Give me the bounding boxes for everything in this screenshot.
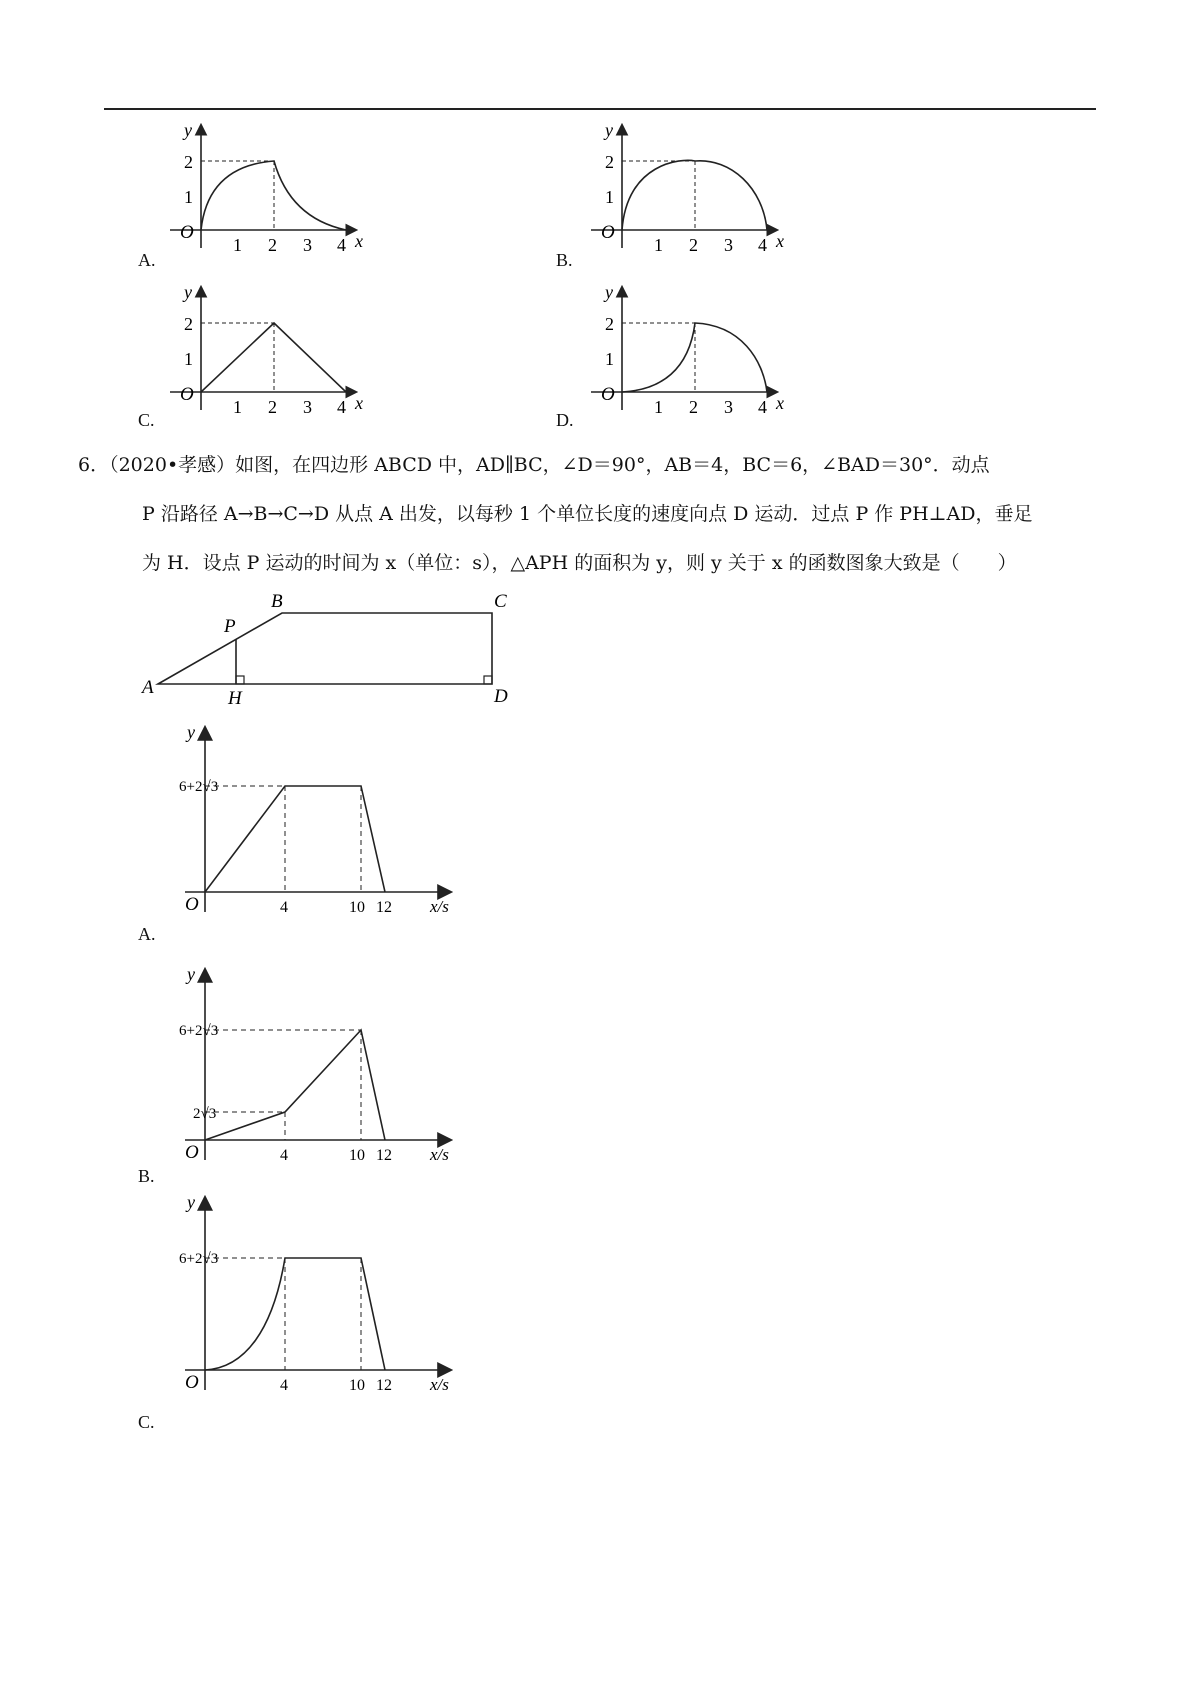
point-c-label: C xyxy=(494,591,507,612)
y-tick-1: 1 xyxy=(605,187,614,207)
x-tick-4: 4 xyxy=(337,235,346,255)
prev-graph-d xyxy=(591,280,801,422)
origin-label: O xyxy=(185,1372,199,1393)
x-tick-3: 3 xyxy=(724,235,733,255)
point-p-label: P xyxy=(224,616,236,637)
quadrilateral-figure xyxy=(140,590,520,710)
y-tick-mid: 2√3 xyxy=(193,1106,217,1122)
y-axis-label: y xyxy=(187,722,195,742)
x-tick-3: 3 xyxy=(303,235,312,255)
x-tick-12: 12 xyxy=(376,1147,392,1164)
y-tick-max: 6+2√3 xyxy=(179,1023,219,1039)
answer-option-b-label: B. xyxy=(138,1166,155,1186)
x-tick-10: 10 xyxy=(349,1377,365,1394)
origin-label: O xyxy=(185,894,199,915)
answer-graph-b xyxy=(165,960,465,1170)
question-line-1: （2020•孝感）如图，在四边形 ABCD 中，AD∥BC，∠D＝90°，AB＝4，BC＝6，∠BAD＝30°．动点 xyxy=(109,454,990,476)
x-tick-3: 3 xyxy=(724,397,733,417)
y-tick-1: 1 xyxy=(184,187,193,207)
x-tick-10: 10 xyxy=(349,1147,365,1164)
y-axis-label: y xyxy=(184,120,192,140)
y-tick-2: 2 xyxy=(184,314,193,334)
y-tick-2: 2 xyxy=(184,152,193,172)
x-tick-1: 1 xyxy=(233,397,242,417)
x-tick-10: 10 xyxy=(349,899,365,916)
header-rule xyxy=(104,108,1096,110)
x-tick-1: 1 xyxy=(654,397,663,417)
origin-label: O xyxy=(185,1142,199,1163)
y-axis-label: y xyxy=(187,1192,195,1212)
question-6 xyxy=(78,441,1108,588)
y-axis-label: y xyxy=(187,964,195,984)
question-number: 6． xyxy=(78,454,110,476)
origin-label: O xyxy=(601,384,615,405)
x-axis-label: x xyxy=(776,393,784,413)
x-axis-label: x xyxy=(776,231,784,251)
answer-option-c-label: C. xyxy=(138,1412,155,1432)
x-tick-4: 4 xyxy=(280,899,288,916)
y-tick-2: 2 xyxy=(605,152,614,172)
x-axis-label: x xyxy=(355,231,363,251)
answer-graph-a xyxy=(165,720,465,920)
prev-graph-b xyxy=(591,118,801,260)
y-axis-label: y xyxy=(184,282,192,302)
prev-graph-a xyxy=(170,118,380,260)
x-tick-4: 4 xyxy=(280,1377,288,1394)
x-tick-2: 2 xyxy=(689,397,698,417)
x-tick-2: 2 xyxy=(268,397,277,417)
prev-option-a-label: A. xyxy=(138,250,156,270)
y-axis-label: y xyxy=(605,282,613,302)
question-line-3: 为 H．设点 P 运动的时间为 x（单位：s），△APH 的面积为 y，则 y 关于 x 的函数图象大致是（ ） xyxy=(142,552,1017,574)
x-axis-label: x xyxy=(355,393,363,413)
question-line-2: P 沿路径 A→B→C→D 从点 A 出发，以每秒 1 个单位长度的速度向点 D 运动．过点 P 作 PH⊥AD，垂足 xyxy=(142,503,1033,525)
point-a-label: A xyxy=(142,677,154,698)
origin-label: O xyxy=(180,222,194,243)
point-d-label: D xyxy=(494,686,508,707)
y-tick-max: 6+2√3 xyxy=(179,1251,219,1267)
answer-option-a-label: A. xyxy=(138,924,156,944)
x-tick-1: 1 xyxy=(233,235,242,255)
x-tick-4: 4 xyxy=(758,235,767,255)
x-tick-4: 4 xyxy=(758,397,767,417)
x-axis-label: x/s xyxy=(430,1375,449,1394)
prev-option-c-label: C. xyxy=(138,410,155,430)
x-tick-3: 3 xyxy=(303,397,312,417)
x-tick-2: 2 xyxy=(689,235,698,255)
x-tick-1: 1 xyxy=(654,235,663,255)
point-b-label: B xyxy=(271,591,283,612)
prev-graph-c xyxy=(170,280,380,422)
y-tick-1: 1 xyxy=(184,349,193,369)
origin-label: O xyxy=(601,222,615,243)
point-h-label: H xyxy=(228,688,242,709)
prev-option-b-label: B. xyxy=(556,250,573,270)
origin-label: O xyxy=(180,384,194,405)
y-tick-2: 2 xyxy=(605,314,614,334)
x-axis-label: x/s xyxy=(430,897,449,916)
x-tick-12: 12 xyxy=(376,1377,392,1394)
x-tick-4: 4 xyxy=(280,1147,288,1164)
x-tick-2: 2 xyxy=(268,235,277,255)
answer-graph-c xyxy=(165,1190,465,1400)
x-axis-label: x/s xyxy=(430,1145,449,1164)
y-axis-label: y xyxy=(605,120,613,140)
prev-option-d-label: D. xyxy=(556,410,574,430)
x-tick-12: 12 xyxy=(376,899,392,916)
y-tick-max: 6+2√3 xyxy=(179,779,219,795)
y-tick-1: 1 xyxy=(605,349,614,369)
x-tick-4: 4 xyxy=(337,397,346,417)
